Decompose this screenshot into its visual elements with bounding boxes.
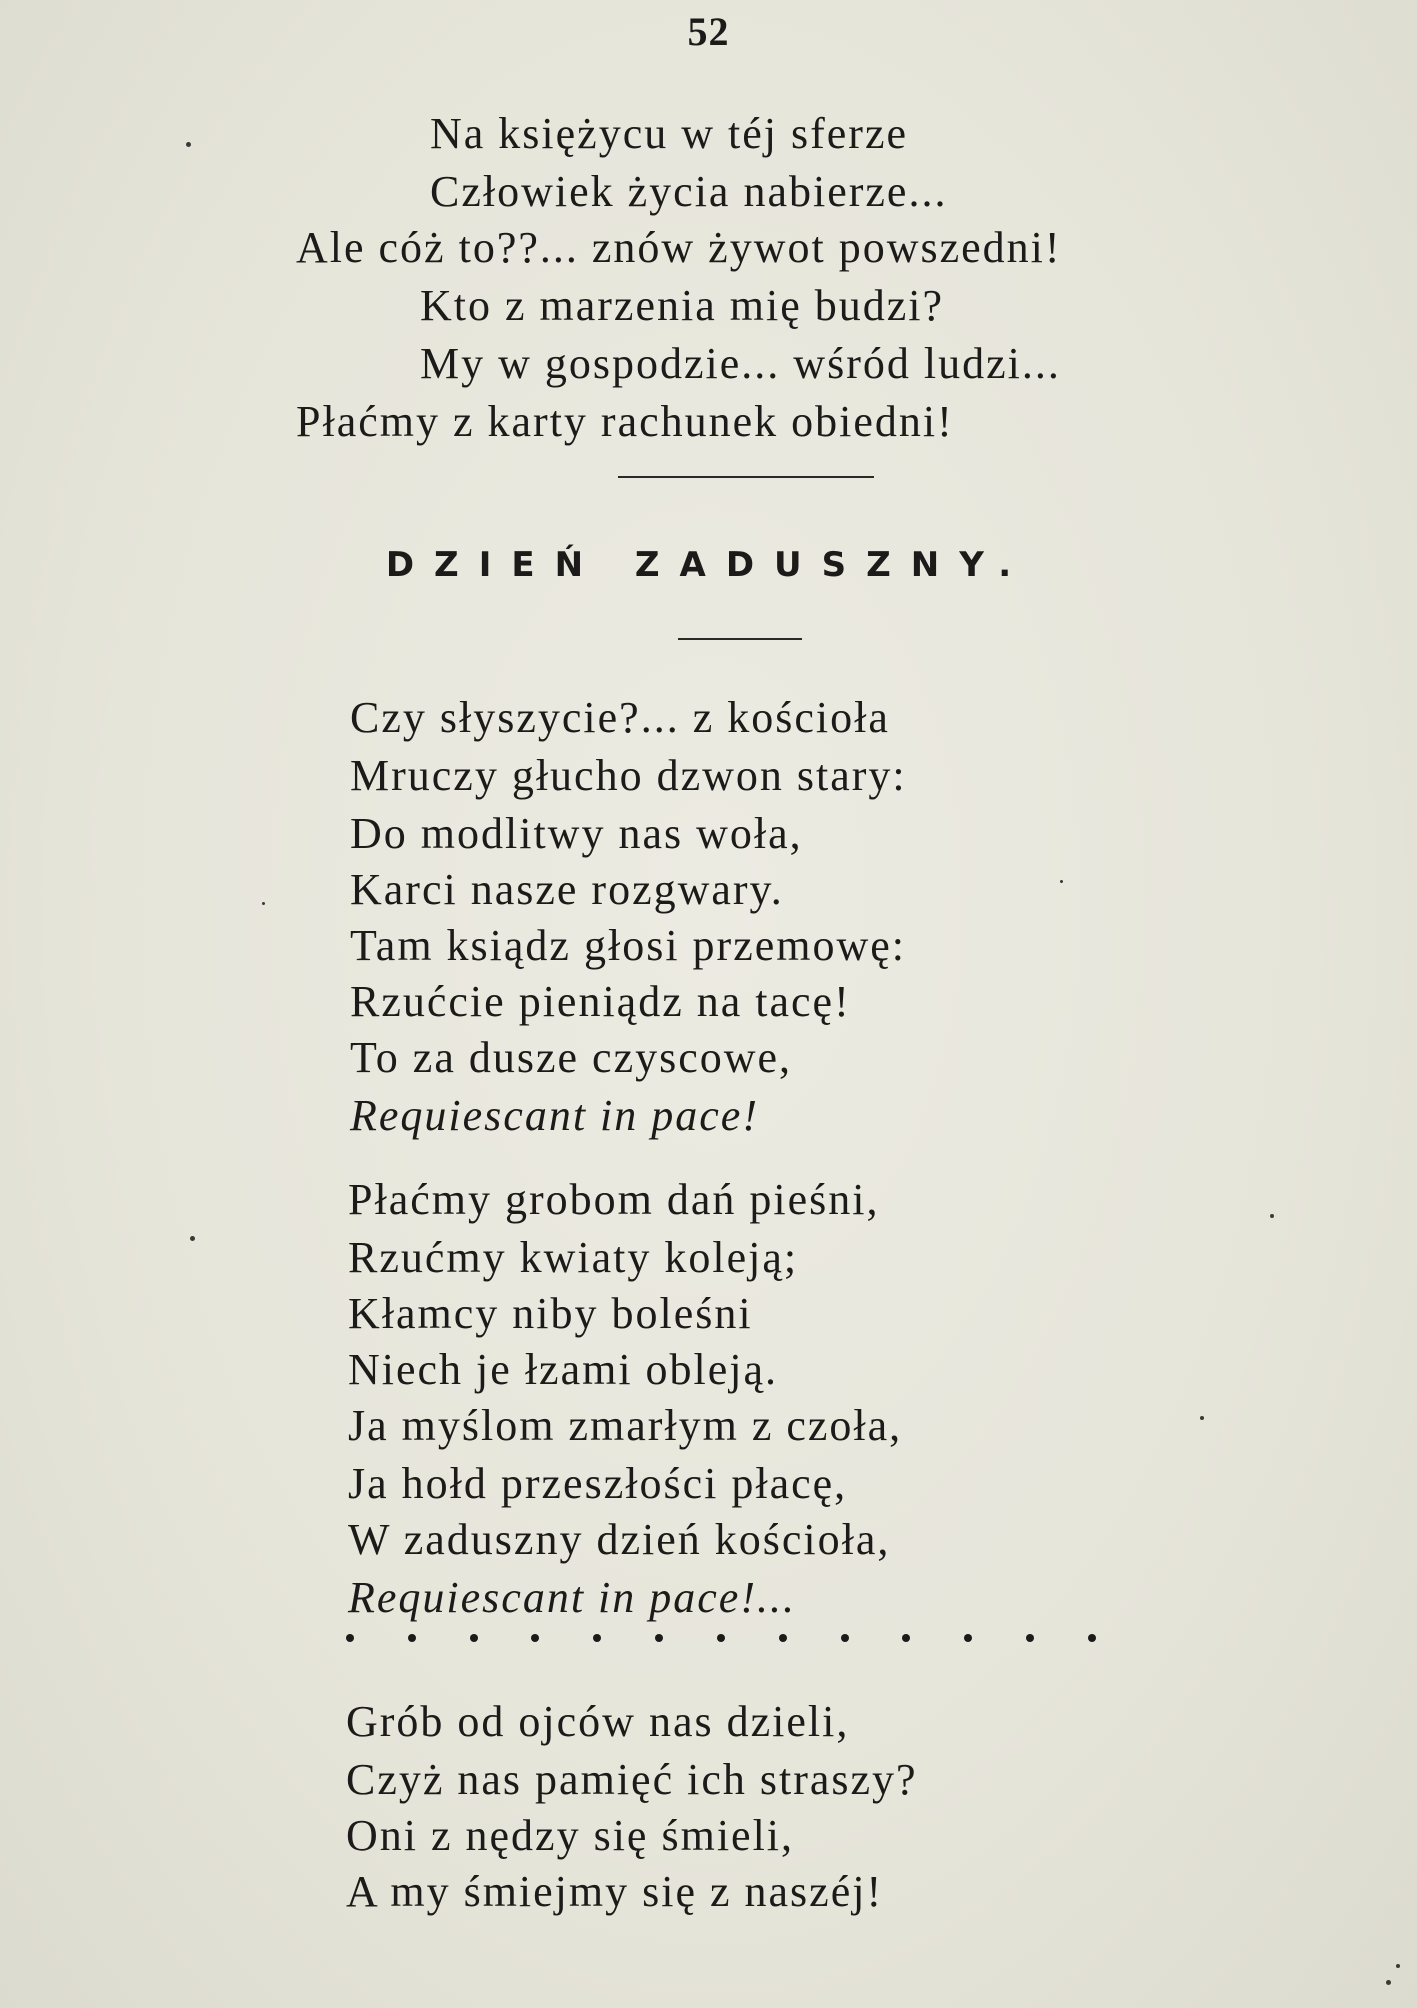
paper-speck [190,1236,195,1241]
paper-speck [262,902,265,905]
title-underline [678,638,802,640]
poem-title: DZIEŃ ZADUSZNY. [385,545,1032,585]
stanza-1-line-1: Czy słyszycie?... z kościoła [350,693,890,742]
dot [1088,1634,1096,1642]
stanza-2-line-7: W zaduszny dzień kościoła, [348,1515,891,1564]
paper-speck [1270,1214,1274,1218]
stanza-1-line-4: Karci nasze rozgwary. [350,865,784,914]
stanza-1-line-3: Do modlitwy nas woła, [350,809,803,858]
intro-line-6: Płaćmy z karty rachunek obiedni! [296,397,954,446]
intro-line-4: Kto z marzenia mię budzi? [420,281,945,330]
intro-line-2: Człowiek życia nabierze... [430,167,948,216]
stanza-2-line-2: Rzućmy kwiaty koleją; [348,1233,799,1282]
stanza-1-line-5: Tam ksiądz głosi przemowę: [350,921,907,970]
dot [841,1634,849,1642]
stanza-2-line-5: Ja myślom zmarłym z czoła, [348,1401,903,1450]
stanza-1-line-7: To za dusze czyscowe, [350,1033,793,1082]
dot [655,1634,663,1642]
paper-speck [1396,1964,1400,1968]
section-divider [618,476,874,478]
stanza-2-line-3: Kłamcy niby boleśni [348,1289,753,1338]
paper-speck [1386,1980,1391,1985]
paper-speck [1200,1416,1204,1420]
dot [717,1634,725,1642]
intro-line-1: Na księżycu w téj sferze [430,109,909,158]
stanza-3-line-2: Czyż nas pamięć ich straszy? [346,1755,918,1804]
paper-speck [186,142,191,147]
stanza-3-line-3: Oni z nędzy się śmieli, [346,1811,795,1860]
stanza-3-line-4: A my śmiejmy się z naszéj! [346,1867,884,1916]
paper-speck [1060,880,1063,883]
dot [408,1634,416,1642]
stanza-2-line-4: Niech je łzami obleją. [348,1345,779,1394]
stanza-1-line-2: Mruczy głucho dzwon stary: [350,751,907,800]
dot [902,1634,910,1642]
dot [470,1634,478,1642]
dot [346,1634,354,1642]
stanza-2-line-8: Requiescant in pace!... [348,1573,796,1622]
dot [779,1634,787,1642]
page-number: 52 [687,9,730,54]
ellipsis-dots [346,1634,1096,1642]
dot [1026,1634,1034,1642]
dot [964,1634,972,1642]
stanza-2-line-1: Płaćmy grobom dań pieśni, [348,1175,880,1224]
stanza-2-line-6: Ja hołd przeszłości płacę, [348,1459,848,1508]
stanza-1-line-8: Requiescant in pace! [350,1091,759,1140]
stanza-3-line-1: Grób od ojców nas dzieli, [346,1697,850,1746]
dot [531,1634,539,1642]
dot [593,1634,601,1642]
stanza-1-line-6: Rzućcie pieniądz na tacę! [350,977,851,1026]
intro-line-5: My w gospodzie... wśród ludzi... [420,339,1061,388]
intro-line-3: Ale cóż to??... znów żywot powszedni! [296,223,1062,272]
